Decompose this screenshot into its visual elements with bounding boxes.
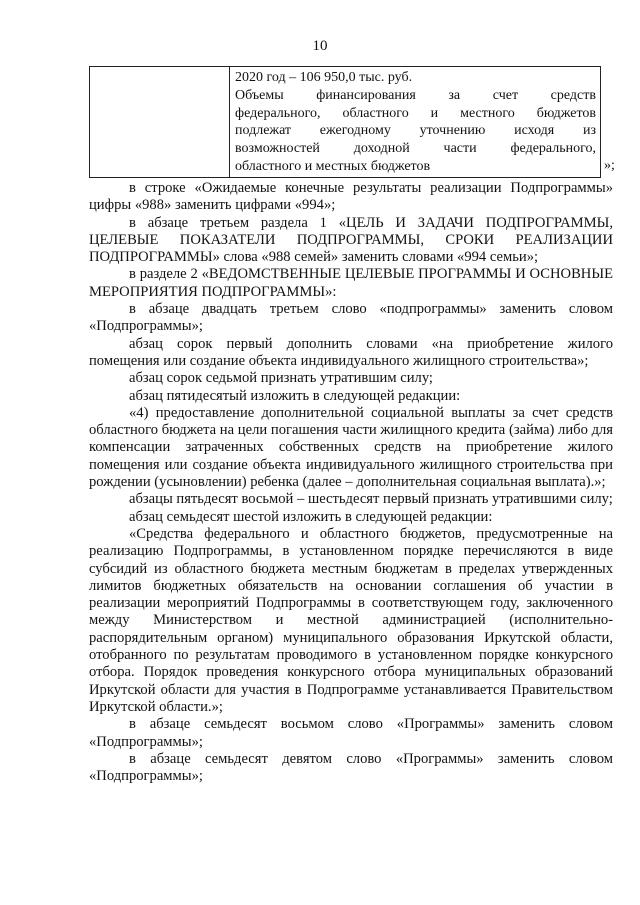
table-right-cell: [230, 67, 600, 177]
paragraph: абзацы пятьдесят восьмой – шестьдесят первый признать утратившими силу;: [129, 491, 613, 508]
paragraph: абзац пятидесятый изложить в следующей редакции:: [129, 387, 461, 404]
paragraph: в строке «Ожидаемые конечные результаты реализации Подпрограммы» цифры «988» заменить цифрами «994»;: [89, 180, 613, 214]
paragraph: абзац сорок седьмой признать утратившим силу;: [129, 370, 433, 387]
paragraph: в абзаце третьем раздела 1 «ЦЕЛЬ И ЗАДАЧИ ПОДПРОГРАММЫ, ЦЕЛЕВЫЕ ПОКАЗАТЕЛИ ПОДПРОГРАММЫ, СРОКИ РЕАЛИЗАЦИИ ПОДПРОГРАММЫ» слова «988 семей» заменить словами «994 семьи»;: [89, 214, 613, 266]
table-line: 2020 год – 106 950,0 тыс. руб.: [235, 70, 413, 85]
table-line: Объемы финансирования за счет средств: [235, 87, 596, 103]
document-body: [89, 180, 613, 785]
paragraph: абзац сорок первый дополнить словами «на приобретение жилого помещения или создание объекта индивидуального жилищного строительства»;: [89, 335, 613, 369]
table-line: возможностей доходной части федерального,: [235, 141, 596, 157]
page-number: 10: [312, 38, 328, 54]
table-left-cell: [90, 67, 230, 177]
paragraph: в абзаце семьдесят девятом слово «Программы» заменить словом «Подпрограммы»;: [89, 750, 613, 785]
table-closing-mark: »;: [604, 158, 615, 173]
table-line: областного и местных бюджетов: [235, 158, 431, 174]
paragraph: в абзаце семьдесят восьмом слово «Программы» заменить словом «Подпрограммы»;: [89, 716, 613, 750]
passport-table-fragment: [89, 66, 601, 178]
paragraph: абзац семьдесят шестой изложить в следующей редакции:: [129, 508, 493, 525]
paragraph: «4) предоставление дополнительной социальной выплаты за счет средств областного бюджета на цели погашения части жилищного кредита (займа) либо для компенсации затраченных собственных средств на приобретение жилого помещения или создание объекта индивидуального жилищного строительства при рождении (усыновлении) ребенка (далее – дополнительная социальная выплата).»;: [89, 404, 613, 491]
paragraph: в разделе 2 «ВЕДОМСТВЕННЫЕ ЦЕЛЕВЫЕ ПРОГРАММЫ И ОСНОВНЫЕ МЕРОПРИЯТИЯ ПОДПРОГРАММЫ»:: [89, 266, 613, 300]
table-line: подлежат ежегодному уточнению исходя из: [235, 123, 596, 139]
table-line: федерального, областного и местного бюджетов: [235, 105, 596, 121]
paragraph: «Средства федерального и областного бюджетов, предусмотренные на реализацию Подпрограммы, в установленном порядке перечисляются в виде субсидий из областного бюджета местным бюджетам в пределах утвержденных лимитов бюджетных обязательств на основании соглашения об участии в реализации мероприятий Подпрограммы в соответствующем году, заключенного между Министерством и местной администрацией (исполнительно-распорядительным органом) муниципального образования Иркутской области, отобранного по результатам проводимого в установленном порядке конкурсного отбора. Порядок проведения конкурсного отбора муниципальных образований Иркутской области для участия в Подпрограмме устанавливается Правительством Иркутской области.»;: [89, 525, 613, 715]
paragraph: в абзаце двадцать третьем слово «подпрограммы» заменить словом «Подпрограммы»;: [89, 301, 613, 335]
